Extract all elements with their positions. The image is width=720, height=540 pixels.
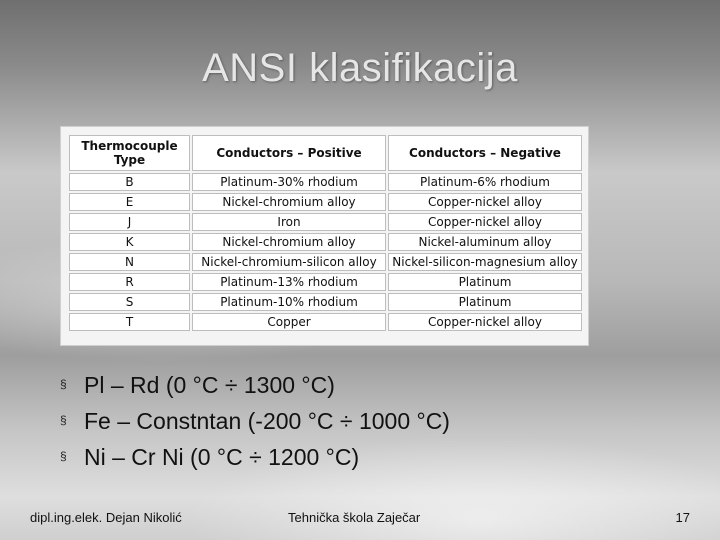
negative-cell: Platinum-6% rhodium xyxy=(388,173,582,191)
type-cell: B xyxy=(69,173,190,191)
negative-cell: Copper-nickel alloy xyxy=(388,193,582,211)
column-header-negative: Conductors – Negative xyxy=(388,135,582,171)
table-row xyxy=(69,313,582,331)
type-cell: T xyxy=(69,313,190,331)
bullet-text: Fe – Constntan (-200 °C ÷ 1000 °C) xyxy=(84,408,450,434)
bullet-item xyxy=(60,442,450,478)
positive-cell: Platinum-30% rhodium xyxy=(192,173,386,191)
bullet-item xyxy=(60,406,450,442)
footer-school: Tehnička škola Zaječar xyxy=(288,510,421,525)
table-row xyxy=(69,233,582,251)
negative-cell: Copper-nickel alloy xyxy=(388,313,582,331)
bullet-list xyxy=(60,370,450,478)
type-cell: K xyxy=(69,233,190,251)
table-row xyxy=(69,173,582,191)
column-header-positive: Conductors – Positive xyxy=(192,135,386,171)
positive-cell: Platinum-13% rhodium xyxy=(192,273,386,291)
positive-cell: Platinum-10% rhodium xyxy=(192,293,386,311)
table-row xyxy=(69,253,582,271)
column-header-type: Thermocouple Type xyxy=(69,135,190,171)
positive-cell: Iron xyxy=(192,213,386,231)
table-header-row xyxy=(69,135,582,171)
table-row xyxy=(69,193,582,211)
bullet-item xyxy=(60,370,450,406)
negative-cell: Copper-nickel alloy xyxy=(388,213,582,231)
thermocouple-table xyxy=(67,133,584,333)
type-cell: J xyxy=(69,213,190,231)
thermocouple-table-image xyxy=(60,126,589,346)
negative-cell: Platinum xyxy=(388,293,582,311)
negative-cell: Platinum xyxy=(388,273,582,291)
type-cell: E xyxy=(69,193,190,211)
positive-cell: Copper xyxy=(192,313,386,331)
table-row xyxy=(69,213,582,231)
bullet-text: Ni – Cr Ni (0 °C ÷ 1200 °C) xyxy=(84,444,360,470)
bullet-text: Pl – Rd (0 °C ÷ 1300 °C) xyxy=(84,372,335,398)
positive-cell: Nickel-chromium alloy xyxy=(192,193,386,211)
positive-cell: Nickel-chromium-silicon alloy xyxy=(192,253,386,271)
type-cell: R xyxy=(69,273,190,291)
bullet-marker-icon: § xyxy=(60,412,67,427)
type-cell: S xyxy=(69,293,190,311)
type-cell: N xyxy=(69,253,190,271)
bullet-marker-icon: § xyxy=(60,376,67,391)
negative-cell: Nickel-silicon-magnesium alloy xyxy=(388,253,582,271)
slide-title: ANSI klasifikacija xyxy=(202,46,518,90)
positive-cell: Nickel-chromium alloy xyxy=(192,233,386,251)
negative-cell: Nickel-aluminum alloy xyxy=(388,233,582,251)
page-number: 17 xyxy=(675,510,690,525)
bullet-marker-icon: § xyxy=(60,448,67,463)
footer-author: dipl.ing.elek. Dejan Nikolić xyxy=(30,510,182,525)
table-row xyxy=(69,293,582,311)
table-row xyxy=(69,273,582,291)
